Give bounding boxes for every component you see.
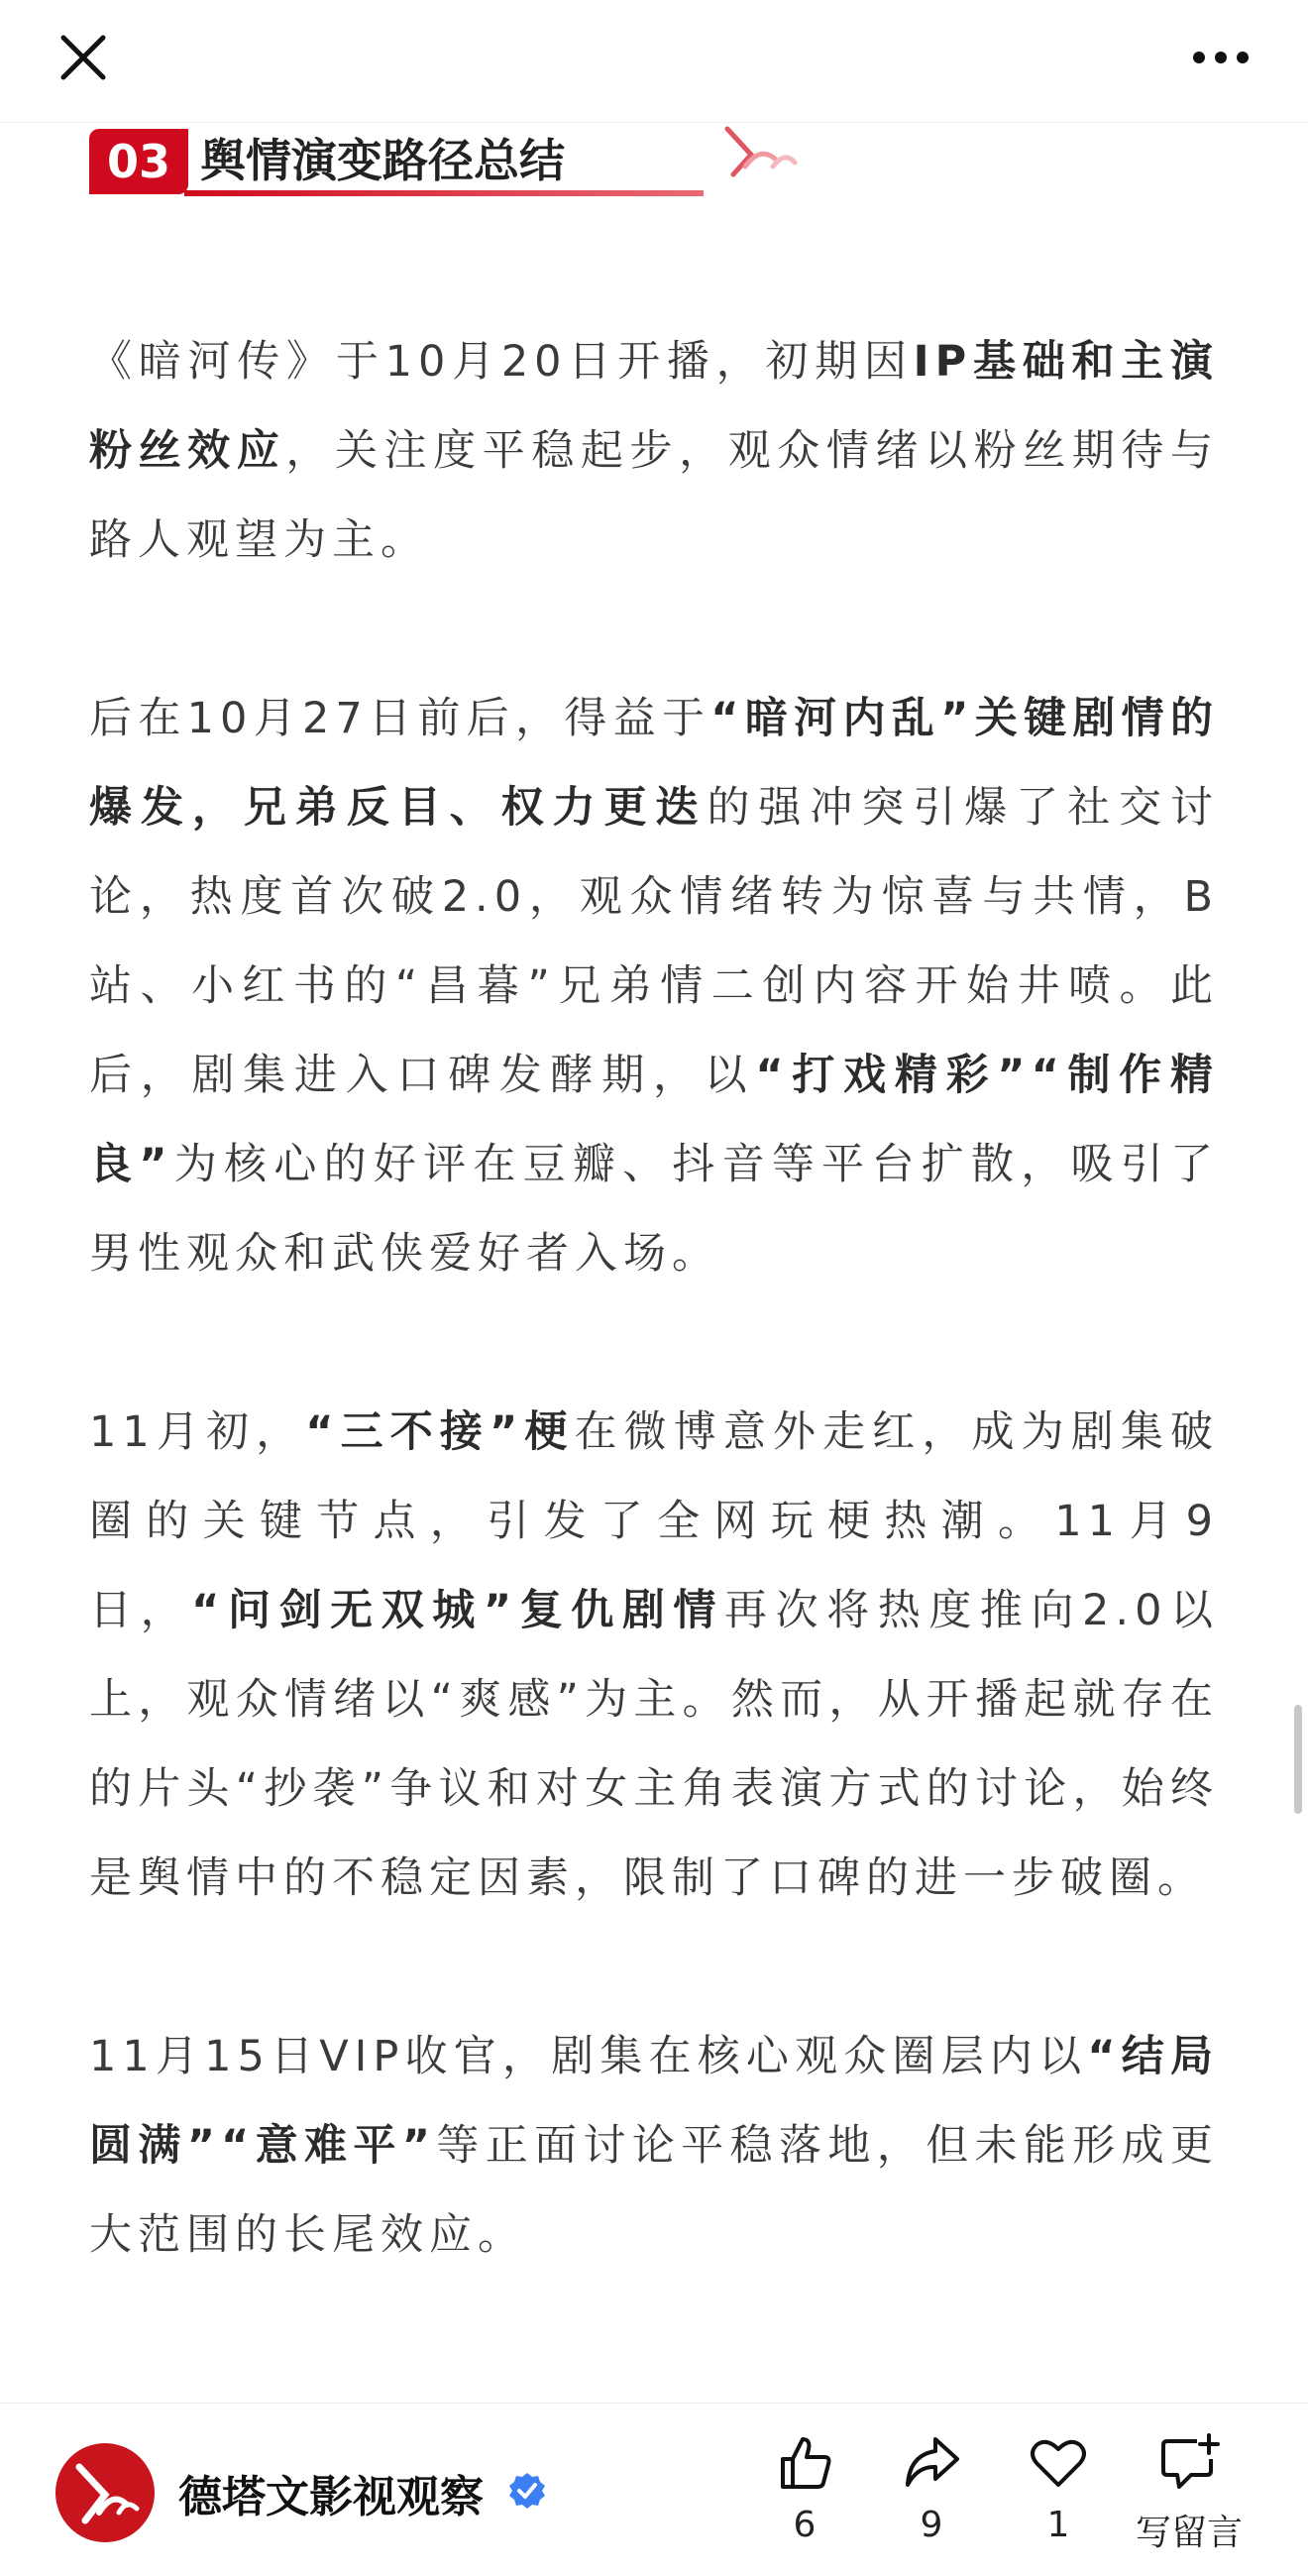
comment-add-icon: [1157, 2433, 1221, 2493]
article-paragraph: [89, 1388, 1219, 1923]
emphasis-text: “三不接”梗: [305, 1407, 575, 1457]
top-bar: [0, 0, 1308, 123]
paragraph-text: 等正面讨论平稳落地，但未能形成更大范围的长尾效应。: [89, 2121, 1219, 2260]
emphasis-text: “结局圆满”“意难平”: [89, 2032, 1219, 2171]
paragraph-text: ，关注度平稳起步，观众情绪以粉丝期待与路人观望为主。: [89, 426, 1220, 565]
share-button[interactable]: [872, 2433, 991, 2562]
paragraph-text: 11月15日VIP收官，剧集在核心观众圈层内以: [89, 2032, 1088, 2081]
like-button[interactable]: [745, 2433, 864, 2562]
account-name[interactable]: 德塔文影视观察: [178, 2472, 484, 2522]
article-paragraph: [89, 317, 1219, 585]
paragraph-text: 的强冲突引爆了社交讨论，热度首次破2.0，观众情绪转为惊喜与共情，B站、小红书的“昌暮”兄弟情二创内容开始井喷。此后，剧集进入口碑发酵期，以: [89, 783, 1220, 1100]
brand-logo-icon: [55, 2443, 155, 2542]
more-horizontal-icon: [1189, 40, 1253, 75]
write-comment-label: 写留言: [1135, 2513, 1243, 2553]
close-button[interactable]: [55, 30, 111, 85]
verified-badge-icon: [507, 2471, 547, 2511]
more-button[interactable]: [1189, 40, 1253, 75]
like-count: 6: [793, 2505, 817, 2545]
paragraph-text: 《暗河传》于10月20日开播，初期因: [89, 337, 914, 387]
share-count: 9: [920, 2505, 943, 2545]
favorite-button[interactable]: [999, 2433, 1118, 2562]
brand-mark-icon: [721, 121, 801, 180]
write-comment-button[interactable]: [1130, 2433, 1249, 2562]
section-number-badge: 03: [89, 129, 188, 194]
article-paragraph: [89, 2012, 1219, 2280]
favorite-count: 1: [1046, 2505, 1070, 2545]
heart-icon: [1029, 2433, 1088, 2493]
section-header: [89, 121, 723, 200]
share-icon: [902, 2433, 961, 2493]
title-underline: [184, 190, 704, 196]
bottom-bar: [0, 2403, 1308, 2576]
account-avatar[interactable]: [55, 2443, 155, 2542]
emphasis-text: “打戏精彩”“制作精良”: [89, 1051, 1219, 1189]
paragraph-text: 在微博意外走红，成为剧集破圈的关键节点，引发了全网玩梗热潮。11月9日，: [89, 1407, 1219, 1635]
thumbs-up-icon: [775, 2433, 834, 2493]
emphasis-text: “问剑无双城”复仇剧情: [191, 1586, 725, 1635]
emphasis-text: IP基础和主演粉丝效应: [89, 337, 1220, 476]
article-paragraph: [89, 674, 1219, 1298]
scrollbar[interactable]: [1294, 1705, 1302, 1814]
paragraph-text: 为核心的好评在豆瓣、抖音等平台扩散，吸引了男性观众和武侠爱好者入场。: [89, 1140, 1220, 1279]
close-icon: [55, 30, 111, 85]
section-title: 舆情演变路径总结: [200, 134, 565, 187]
emphasis-text: “暗河内乱”关键剧情的爆发，兄弟反目、权力更迭: [89, 694, 1219, 833]
paragraph-text: 再次将热度推向2.0以上，观众情绪以“爽感”为主。然而，从开播起就存在的片头“抄袭”争议和对女主角表演方式的讨论，始终是舆情中的不稳定因素，限制了口碑的进一步破圈。: [89, 1586, 1220, 1903]
article-body: [89, 317, 1219, 2369]
paragraph-text: 11月初，: [89, 1407, 306, 1457]
paragraph-text: 后在10月27日前后，得益于: [89, 694, 711, 743]
